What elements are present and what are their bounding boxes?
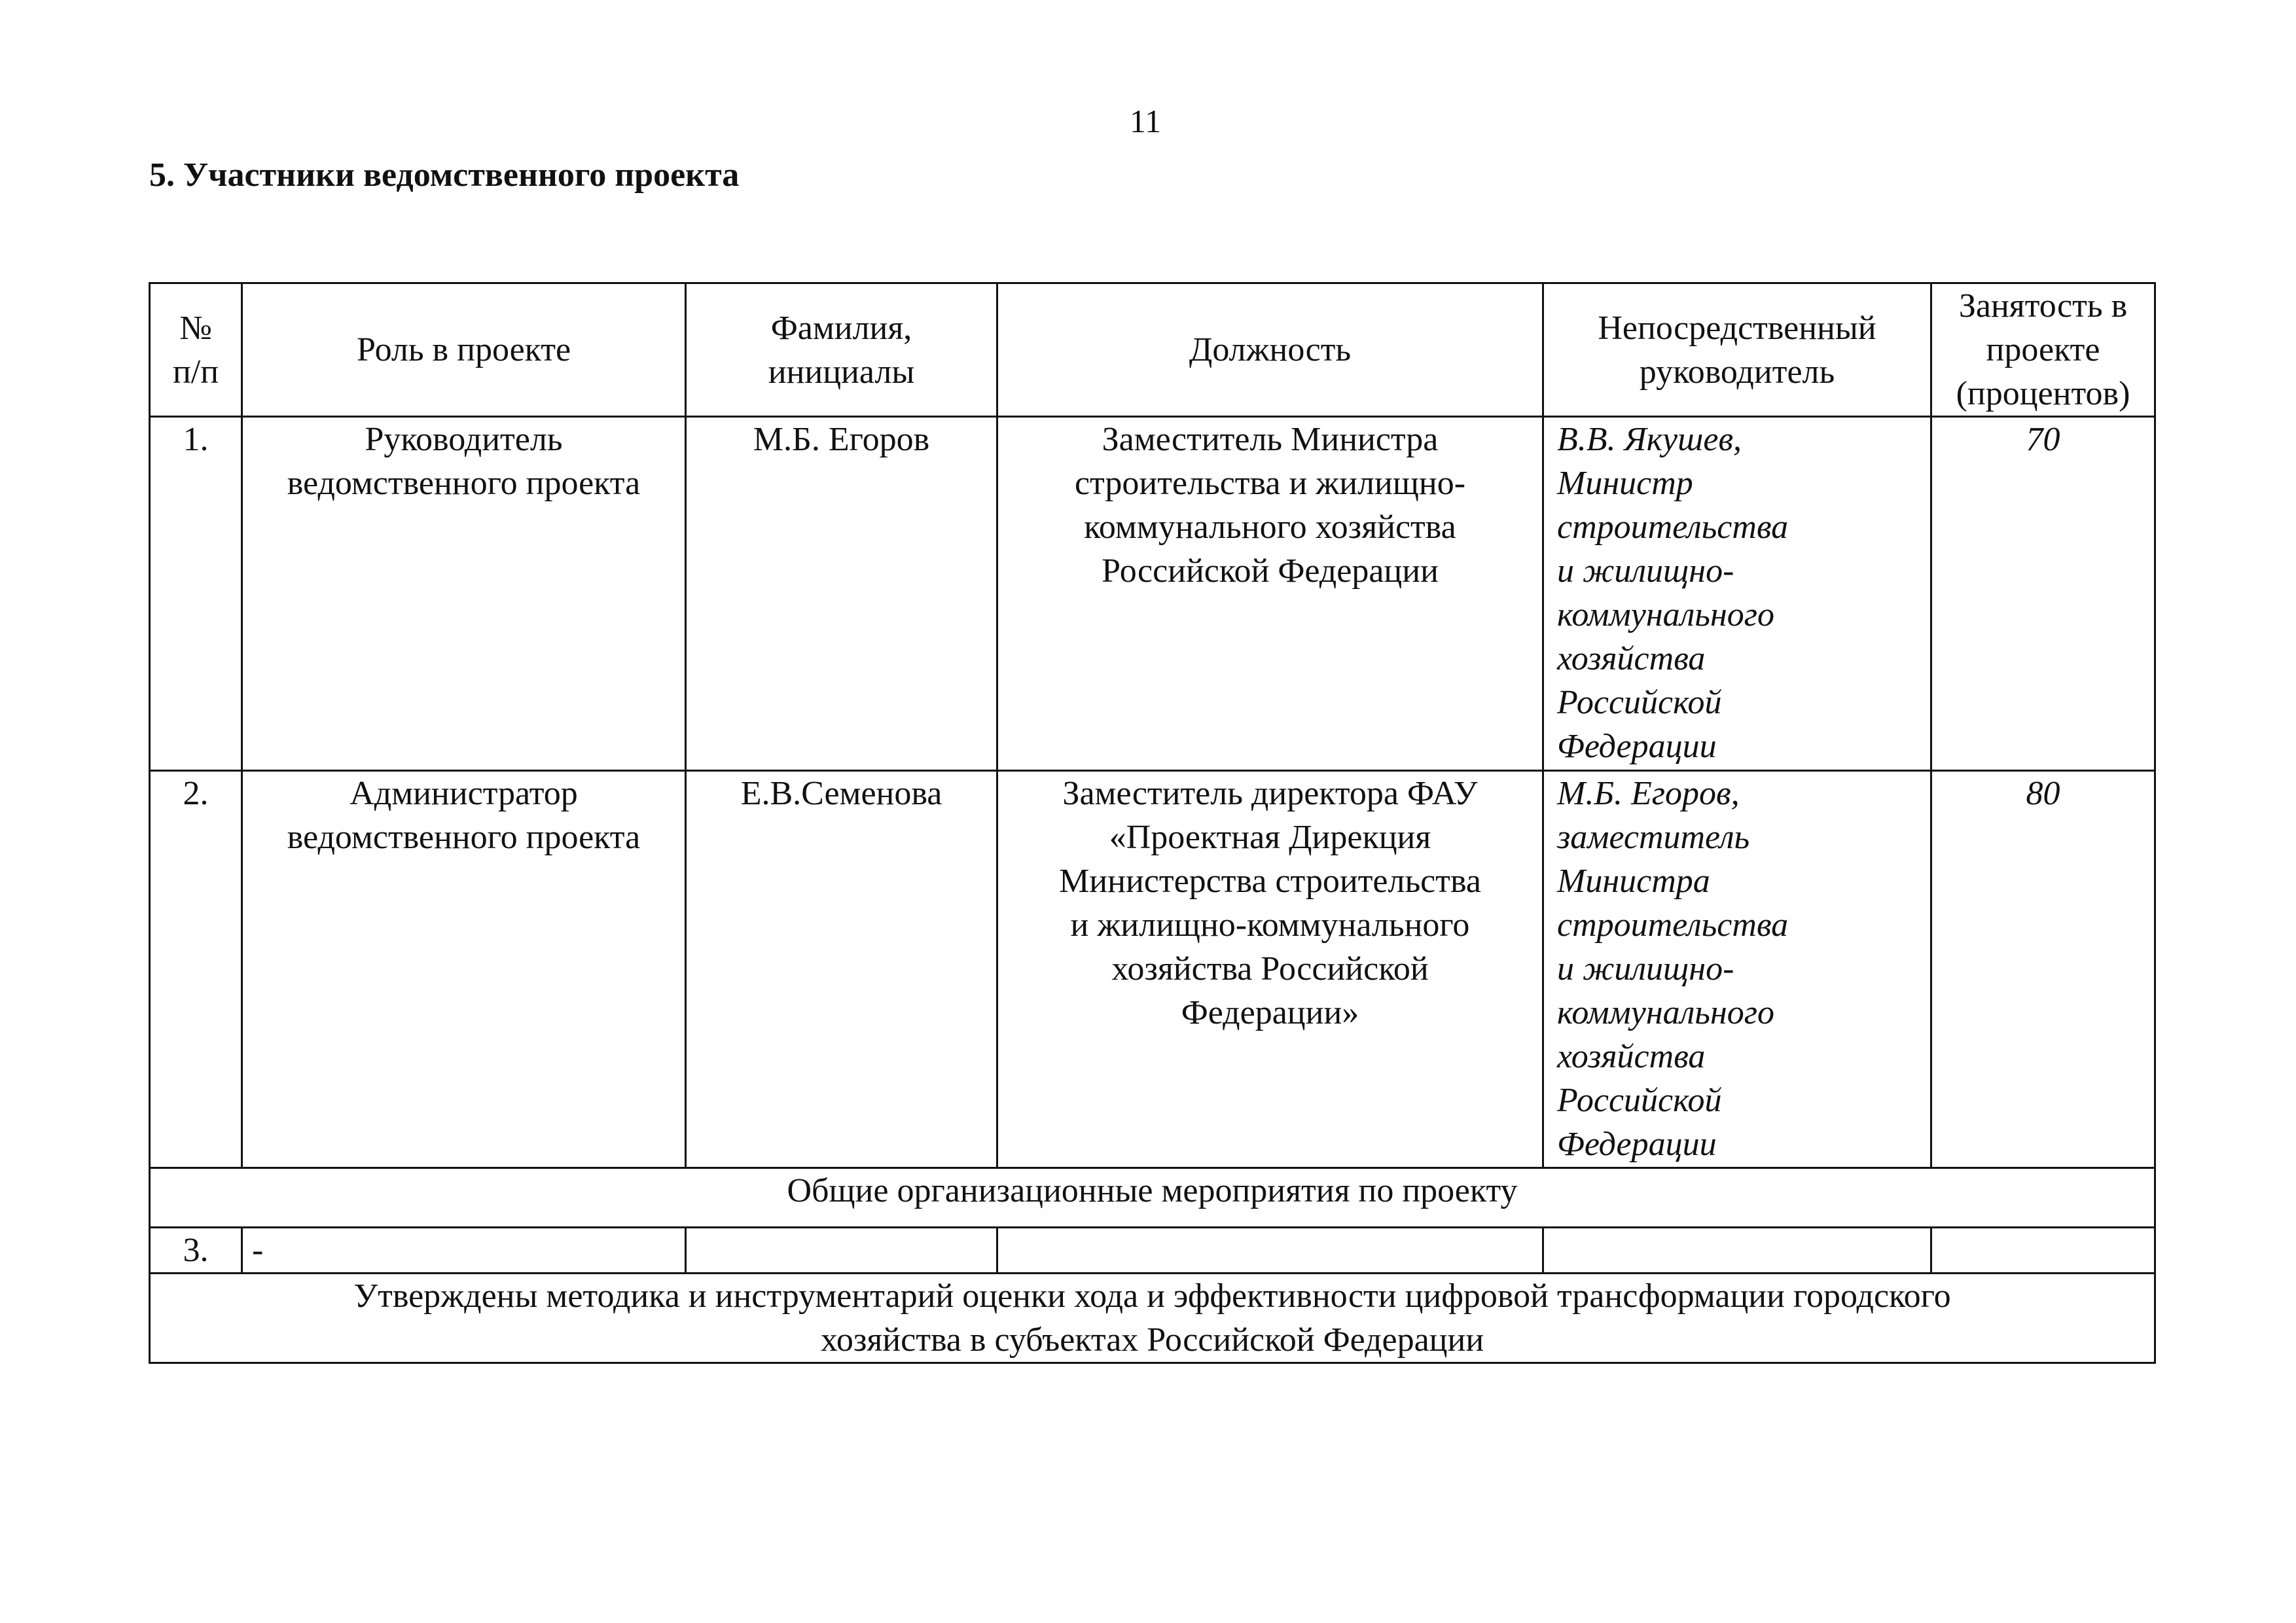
row-position — [997, 1228, 1543, 1274]
position-line: «Проектная Дирекция — [1109, 819, 1431, 856]
header-name — [686, 283, 997, 417]
header-employment-line: (процентов) — [1956, 375, 2130, 412]
manager-line: хозяйства — [1557, 1038, 1706, 1075]
row-num: 3. — [150, 1228, 242, 1274]
manager-line: хозяйства — [1557, 640, 1706, 677]
row-name: М.Б. Егоров — [686, 417, 997, 771]
manager-line: Министр — [1557, 465, 1693, 502]
row-position — [997, 417, 1543, 771]
row-role: - — [242, 1228, 686, 1274]
result-row — [150, 1274, 2155, 1363]
section-heading-row — [150, 1168, 2155, 1228]
header-position: Должность — [997, 283, 1543, 417]
result-line: хозяйства в субъектах Российской Федерации — [820, 1321, 1484, 1359]
table-header-row — [150, 283, 2155, 417]
position-line: Российской Федерации — [1102, 552, 1439, 590]
row-name: Е.В.Семенова — [686, 771, 997, 1168]
result-text — [150, 1274, 2155, 1363]
participants-table — [149, 282, 2156, 1364]
manager-line: В.В. Якушев, — [1557, 421, 1742, 458]
position-line: Федерации» — [1181, 994, 1359, 1031]
manager-line: Министра — [1557, 863, 1710, 900]
manager-line: Федерации — [1557, 1126, 1717, 1163]
row-num: 2. — [150, 771, 242, 1168]
header-num — [150, 283, 242, 417]
row-employment — [1931, 1228, 2155, 1274]
header-employment — [1931, 283, 2155, 417]
manager-line: коммунального — [1557, 596, 1775, 633]
row-position — [997, 771, 1543, 1168]
position-line: Министерства строительства — [1059, 863, 1481, 900]
row-employment: 70 — [1931, 417, 2155, 771]
header-manager-line: Непосредственный — [1598, 309, 1876, 347]
row-employment: 80 — [1931, 771, 2155, 1168]
header-name-line: Фамилия, — [770, 309, 912, 347]
row-manager — [1543, 417, 1931, 771]
manager-line: Российской — [1557, 684, 1722, 721]
page-number: 11 — [1129, 103, 1162, 139]
position-line: Заместитель Министра — [1102, 421, 1439, 458]
table-row — [150, 1228, 2155, 1274]
manager-line: строительства — [1557, 508, 1789, 546]
manager-line: и жилищно- — [1557, 950, 1734, 988]
role-line: Руководитель — [365, 421, 563, 458]
row-manager — [1543, 1228, 1931, 1274]
position-line: Заместитель директора ФАУ — [1062, 775, 1478, 812]
manager-line: строительства — [1557, 906, 1789, 944]
row-manager — [1543, 771, 1931, 1168]
header-manager — [1543, 283, 1931, 417]
header-name-line: инициалы — [768, 353, 915, 391]
row-role — [242, 417, 686, 771]
position-line: коммунального хозяйства — [1084, 508, 1456, 546]
header-num-line: № — [179, 309, 212, 347]
manager-line: Федерации — [1557, 728, 1717, 765]
manager-line: коммунального — [1557, 994, 1775, 1031]
section-heading: Общие организационные мероприятия по проекту — [150, 1168, 2155, 1228]
position-line: хозяйства Российской — [1111, 950, 1429, 988]
header-employment-line: проекте — [1986, 331, 2100, 368]
row-name — [686, 1228, 997, 1274]
role-line: ведомственного проекта — [287, 465, 641, 502]
manager-line: и жилищно- — [1557, 552, 1734, 590]
header-role: Роль в проекте — [242, 283, 686, 417]
table-row — [150, 771, 2155, 1168]
header-employment-line: Занятость в — [1958, 287, 2128, 325]
row-role — [242, 771, 686, 1168]
manager-line: заместитель — [1557, 819, 1750, 856]
row-num: 1. — [150, 417, 242, 771]
section-title: 5. Участники ведомственного проекта — [149, 156, 740, 194]
manager-line: М.Б. Егоров, — [1557, 775, 1740, 812]
role-line: Администратор — [350, 775, 578, 812]
role-line: ведомственного проекта — [287, 819, 641, 856]
position-line: строительства и жилищно- — [1074, 465, 1466, 502]
table-row — [150, 417, 2155, 771]
position-line: и жилищно-коммунального — [1070, 906, 1470, 944]
header-num-line: п/п — [172, 353, 219, 391]
header-manager-line: руководитель — [1639, 353, 1835, 391]
result-line: Утверждены методика и инструментарий оценки хода и эффективности цифровой трансформации городского — [353, 1277, 1951, 1315]
manager-line: Российской — [1557, 1082, 1722, 1119]
